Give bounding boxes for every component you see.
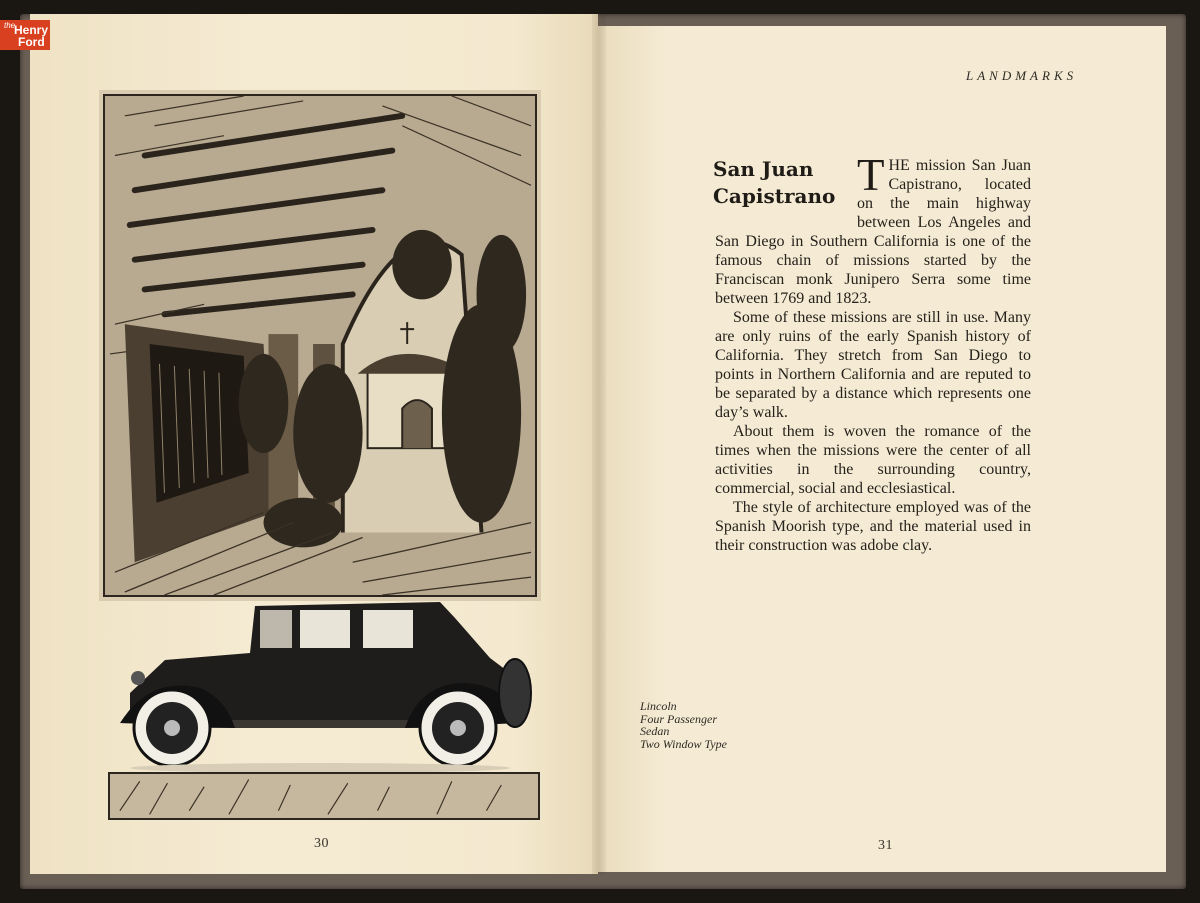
logo-henry: Henry <box>14 23 49 37</box>
page-number-right: 31 <box>878 838 893 853</box>
ground-svg <box>110 774 538 818</box>
paragraph-3: About them is woven the romance of the times when the missions were the center of all activities in the surrounding country, commercial, social and ecclesiastical. <box>715 423 1031 497</box>
lincoln-sedan-illustration <box>110 598 540 776</box>
car-caption <box>640 700 727 750</box>
paragraph-4: The style of architecture employed was of the Spanish Moorish type, and the material used in their construction was adobe clay. <box>715 499 1031 554</box>
etching-svg <box>105 96 535 595</box>
logo-ford: Ford <box>18 35 45 49</box>
caption-line-4: Two Window Type <box>640 736 727 751</box>
caption-line-2: Four Passenger <box>640 711 717 726</box>
running-head: LANDMARKS <box>966 68 1078 83</box>
title-spacer <box>715 156 857 230</box>
paragraph-2: Some of these missions are still in use. Many are only ruins of the early Spanish history of California. They stretch from San Diego to points in Northern California and are reputed to be separated by a distance which represents one day’s walk. <box>715 309 1031 421</box>
car-svg <box>110 598 540 776</box>
book-gutter <box>592 14 606 874</box>
title-line-2: Capistrano <box>713 184 836 208</box>
henry-ford-logo <box>0 20 50 50</box>
caption-line-1: Lincoln <box>640 699 677 713</box>
drop-cap: T <box>857 150 885 200</box>
title-line-1: San Juan <box>713 157 814 181</box>
mission-etching-illustration <box>103 94 537 597</box>
logo-the: the <box>4 21 16 30</box>
paragraph-1-text: HE mission San Juan Capistrano, located on the main highway between Los Angeles and San Diego in Southern California is one of the famous chain of missions started by the Franciscan monk Junipero Serra some time between 1769 and 1823. <box>715 157 1031 307</box>
article-body <box>715 150 1031 555</box>
caption-line-3: Sedan <box>640 724 670 738</box>
page-number-left: 30 <box>314 836 329 851</box>
ground-etching <box>108 772 540 820</box>
